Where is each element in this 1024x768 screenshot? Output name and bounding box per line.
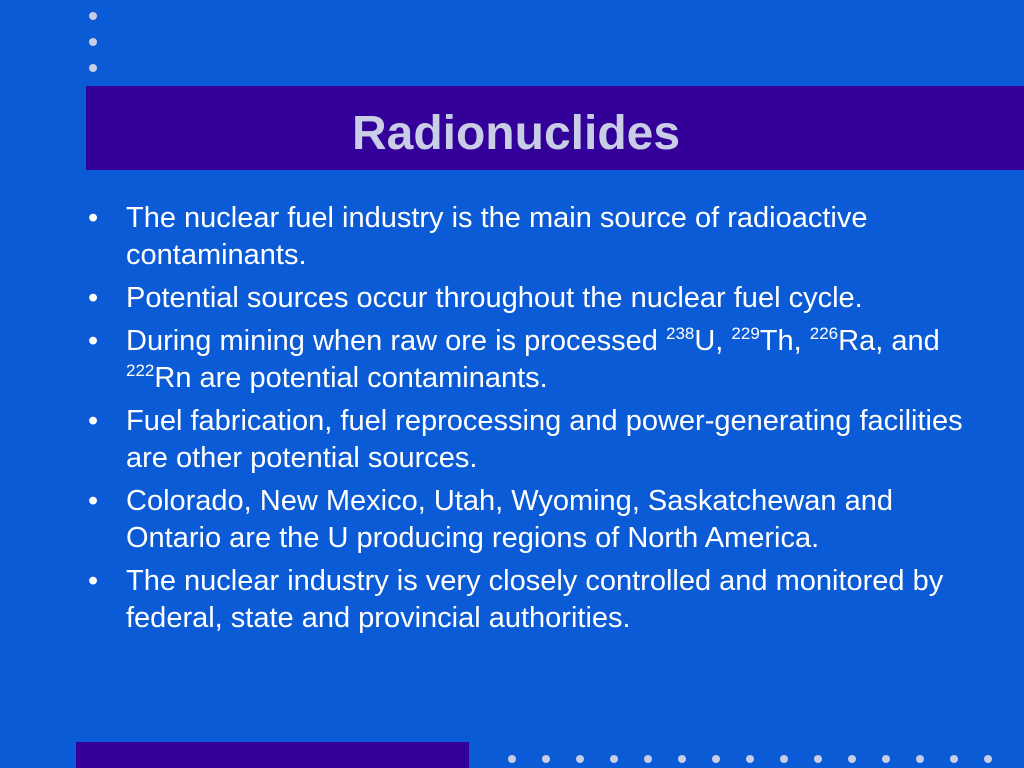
- bullet-text: U,: [694, 325, 732, 357]
- decoration-dot: [712, 755, 720, 763]
- bullet-text: During mining when raw ore is processed: [126, 325, 666, 357]
- decoration-dot: [780, 755, 788, 763]
- mass-number: 238: [665, 324, 695, 343]
- decoration-dot: [984, 755, 992, 763]
- decoration-dot: [678, 755, 686, 763]
- bullet-text: Fuel fabrication, fuel reprocessing and power-generating facilities are other potential sources.: [126, 405, 963, 474]
- decoration-dot: [916, 755, 924, 763]
- decoration-dot: [848, 755, 856, 763]
- bullet-marker: •: [88, 405, 99, 437]
- bullet-text: Rn are potential contaminants.: [154, 362, 548, 394]
- decoration-dot: [542, 755, 550, 763]
- decoration-dot: [644, 755, 652, 763]
- decoration-dot: [89, 64, 97, 72]
- decoration-dot: [950, 755, 958, 763]
- bullet-item: [88, 403, 988, 477]
- decoration-dot: [746, 755, 754, 763]
- bullet-item: [88, 280, 988, 317]
- bullet-marker: •: [88, 565, 99, 597]
- bullet-marker: •: [88, 325, 99, 357]
- decoration-dot: [89, 12, 97, 20]
- bottom-band: [76, 742, 469, 768]
- bullet-marker: •: [88, 202, 99, 234]
- decoration-dot: [576, 755, 584, 763]
- decoration-dot: [610, 755, 618, 763]
- bullet-text: Colorado, New Mexico, Utah, Wyoming, Saskatchewan and Ontario are the U producing regions of North America.: [126, 485, 893, 554]
- bullet-text: Th,: [759, 325, 810, 357]
- mass-number: 226: [809, 324, 839, 343]
- bullet-text: Ra, and: [838, 325, 940, 357]
- bullet-item: [88, 483, 988, 557]
- decoration-dot: [89, 38, 97, 46]
- decoration-dot: [814, 755, 822, 763]
- bullet-text: The nuclear fuel industry is the main source of radioactive contaminants.: [126, 202, 868, 271]
- mass-number: 229: [731, 324, 760, 343]
- slide-title: Radionuclides: [351, 107, 681, 160]
- bullet-item: [88, 323, 988, 397]
- bullet-marker: •: [88, 485, 99, 517]
- bullet-item: [88, 563, 988, 637]
- decoration-dot: [508, 755, 516, 763]
- bullet-list: [88, 200, 988, 643]
- decoration-dot: [882, 755, 890, 763]
- bullet-text: The nuclear industry is very closely controlled and monitored by federal, state and provincial authorities.: [126, 565, 944, 634]
- bullet-marker: •: [88, 282, 99, 314]
- mass-number: 222: [126, 361, 155, 380]
- bullet-item: [88, 200, 988, 274]
- bullet-text: Potential sources occur throughout the nuclear fuel cycle.: [126, 282, 863, 314]
